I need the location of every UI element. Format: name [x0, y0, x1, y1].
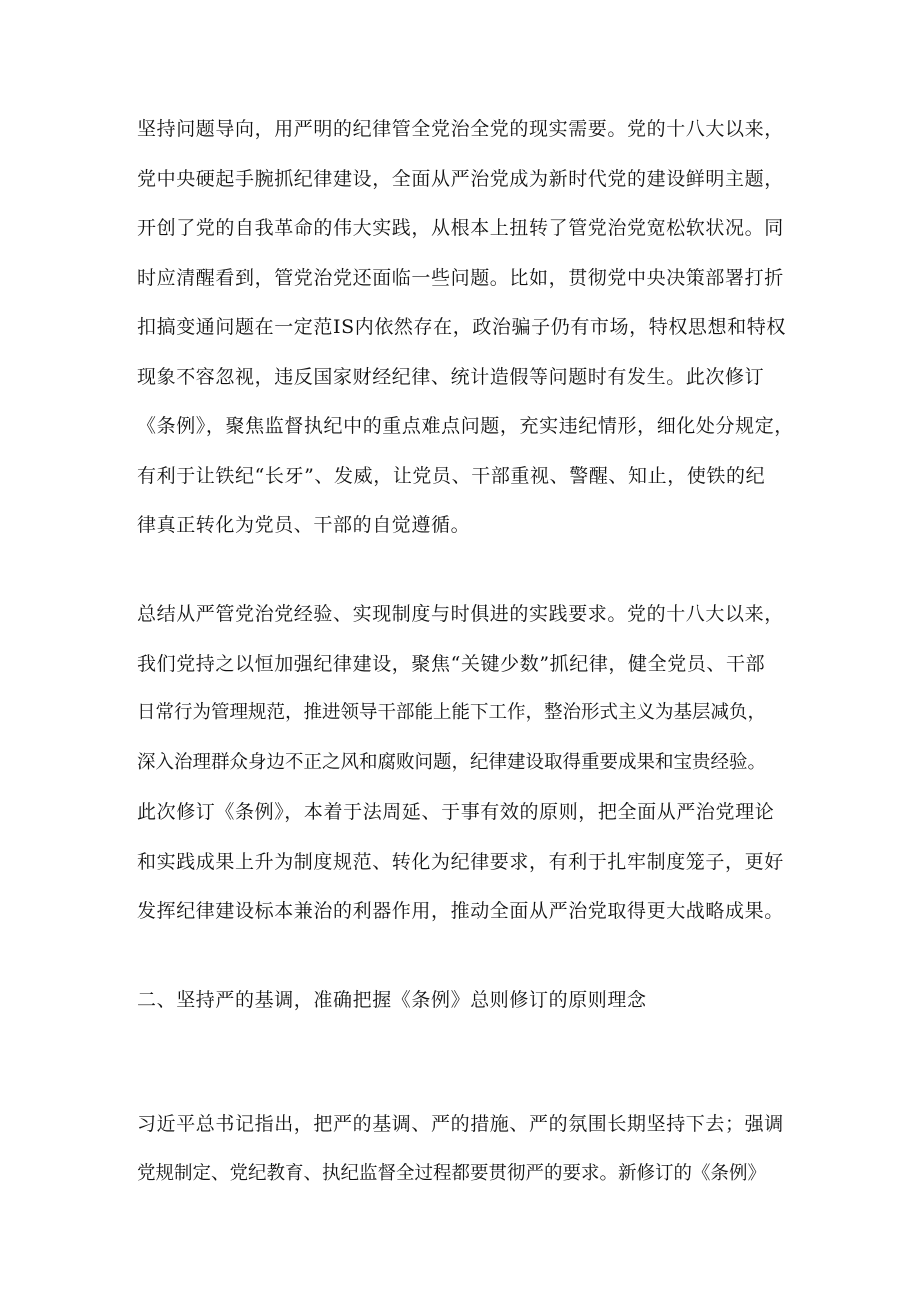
paragraph-line: 扣搞变通问题在一定范IS内依然存在，政治骗子仍有市场，特权思想和特权	[137, 316, 786, 338]
paragraph-line: 习近平总书记指出，把严的基调、严的措施、严的氛围长期坚持下去；强调	[137, 1113, 784, 1135]
section-heading: 二、坚持严的基调，准确把握《条例》总则修订的原则理念	[137, 989, 647, 1011]
paragraph-line: 日常行为管理规范，推进领导干部能上能下工作，整治形式主义为基层减负，	[137, 702, 767, 723]
paragraph-line: 总结从严管党治党经验、实现制度与时俱进的实践要求。党的十八大以来，	[137, 603, 784, 625]
paragraph-line: 《条例》，聚焦监督执纪中的重点难点问题，充实违纪情形，细化处分规定，	[137, 415, 794, 437]
paragraph-line: 时应清醒看到，管党治党还面临一些问题。比如，贯彻党中央决策部署打折	[137, 267, 784, 289]
paragraph-line: 我们党持之以恒加强纪律建设，聚焦“关键少数”抓纪律，健全党员、干部	[137, 653, 766, 675]
paragraph-line: 坚持问题导向，用严明的纪律管全党治全党的现实需要。党的十八大以来，	[137, 118, 784, 140]
paragraph-line: 此次修订《条例》，本着于法周延、于事有效的原则，把全面从严治党理论	[137, 801, 775, 823]
paragraph-line: 党规制定、党纪教育、执纪监督全过程都要贯彻严的要求。新修订的《条例》	[137, 1163, 767, 1184]
paragraph-line: 发挥纪律建设标本兼治的利器作用，推动全面从严治党取得更大战略成果。	[137, 900, 784, 922]
paragraph-line: 开创了党的自我革命的伟大实践，从根本上扭转了管党治党宽松软状况。同	[137, 217, 784, 239]
paragraph-line: 和实践成果上升为制度规范、转化为纪律要求，有利于扎牢制度笼子，更好	[137, 851, 784, 873]
paragraph-line: 深入治理群众身边不正之风和腐败问题，纪律建设取得重要成果和宝贵经验。	[137, 752, 767, 773]
paragraph-line: 律真正转化为党员、干部的自觉遵循。	[137, 514, 471, 536]
paragraph-line: 现象不容忽视，违反国家财经纪律、统计造假等问题时有发生。此次修订	[137, 366, 765, 388]
paragraph-line: 有利于让铁纪“长牙”、发威，让党员、干部重视、警醒、知止，使铁的纪	[137, 465, 766, 487]
paragraph-line: 党中央硬起手腕抓纪律建设，全面从严治党成为新时代党的建设鲜明主题，	[137, 168, 784, 190]
